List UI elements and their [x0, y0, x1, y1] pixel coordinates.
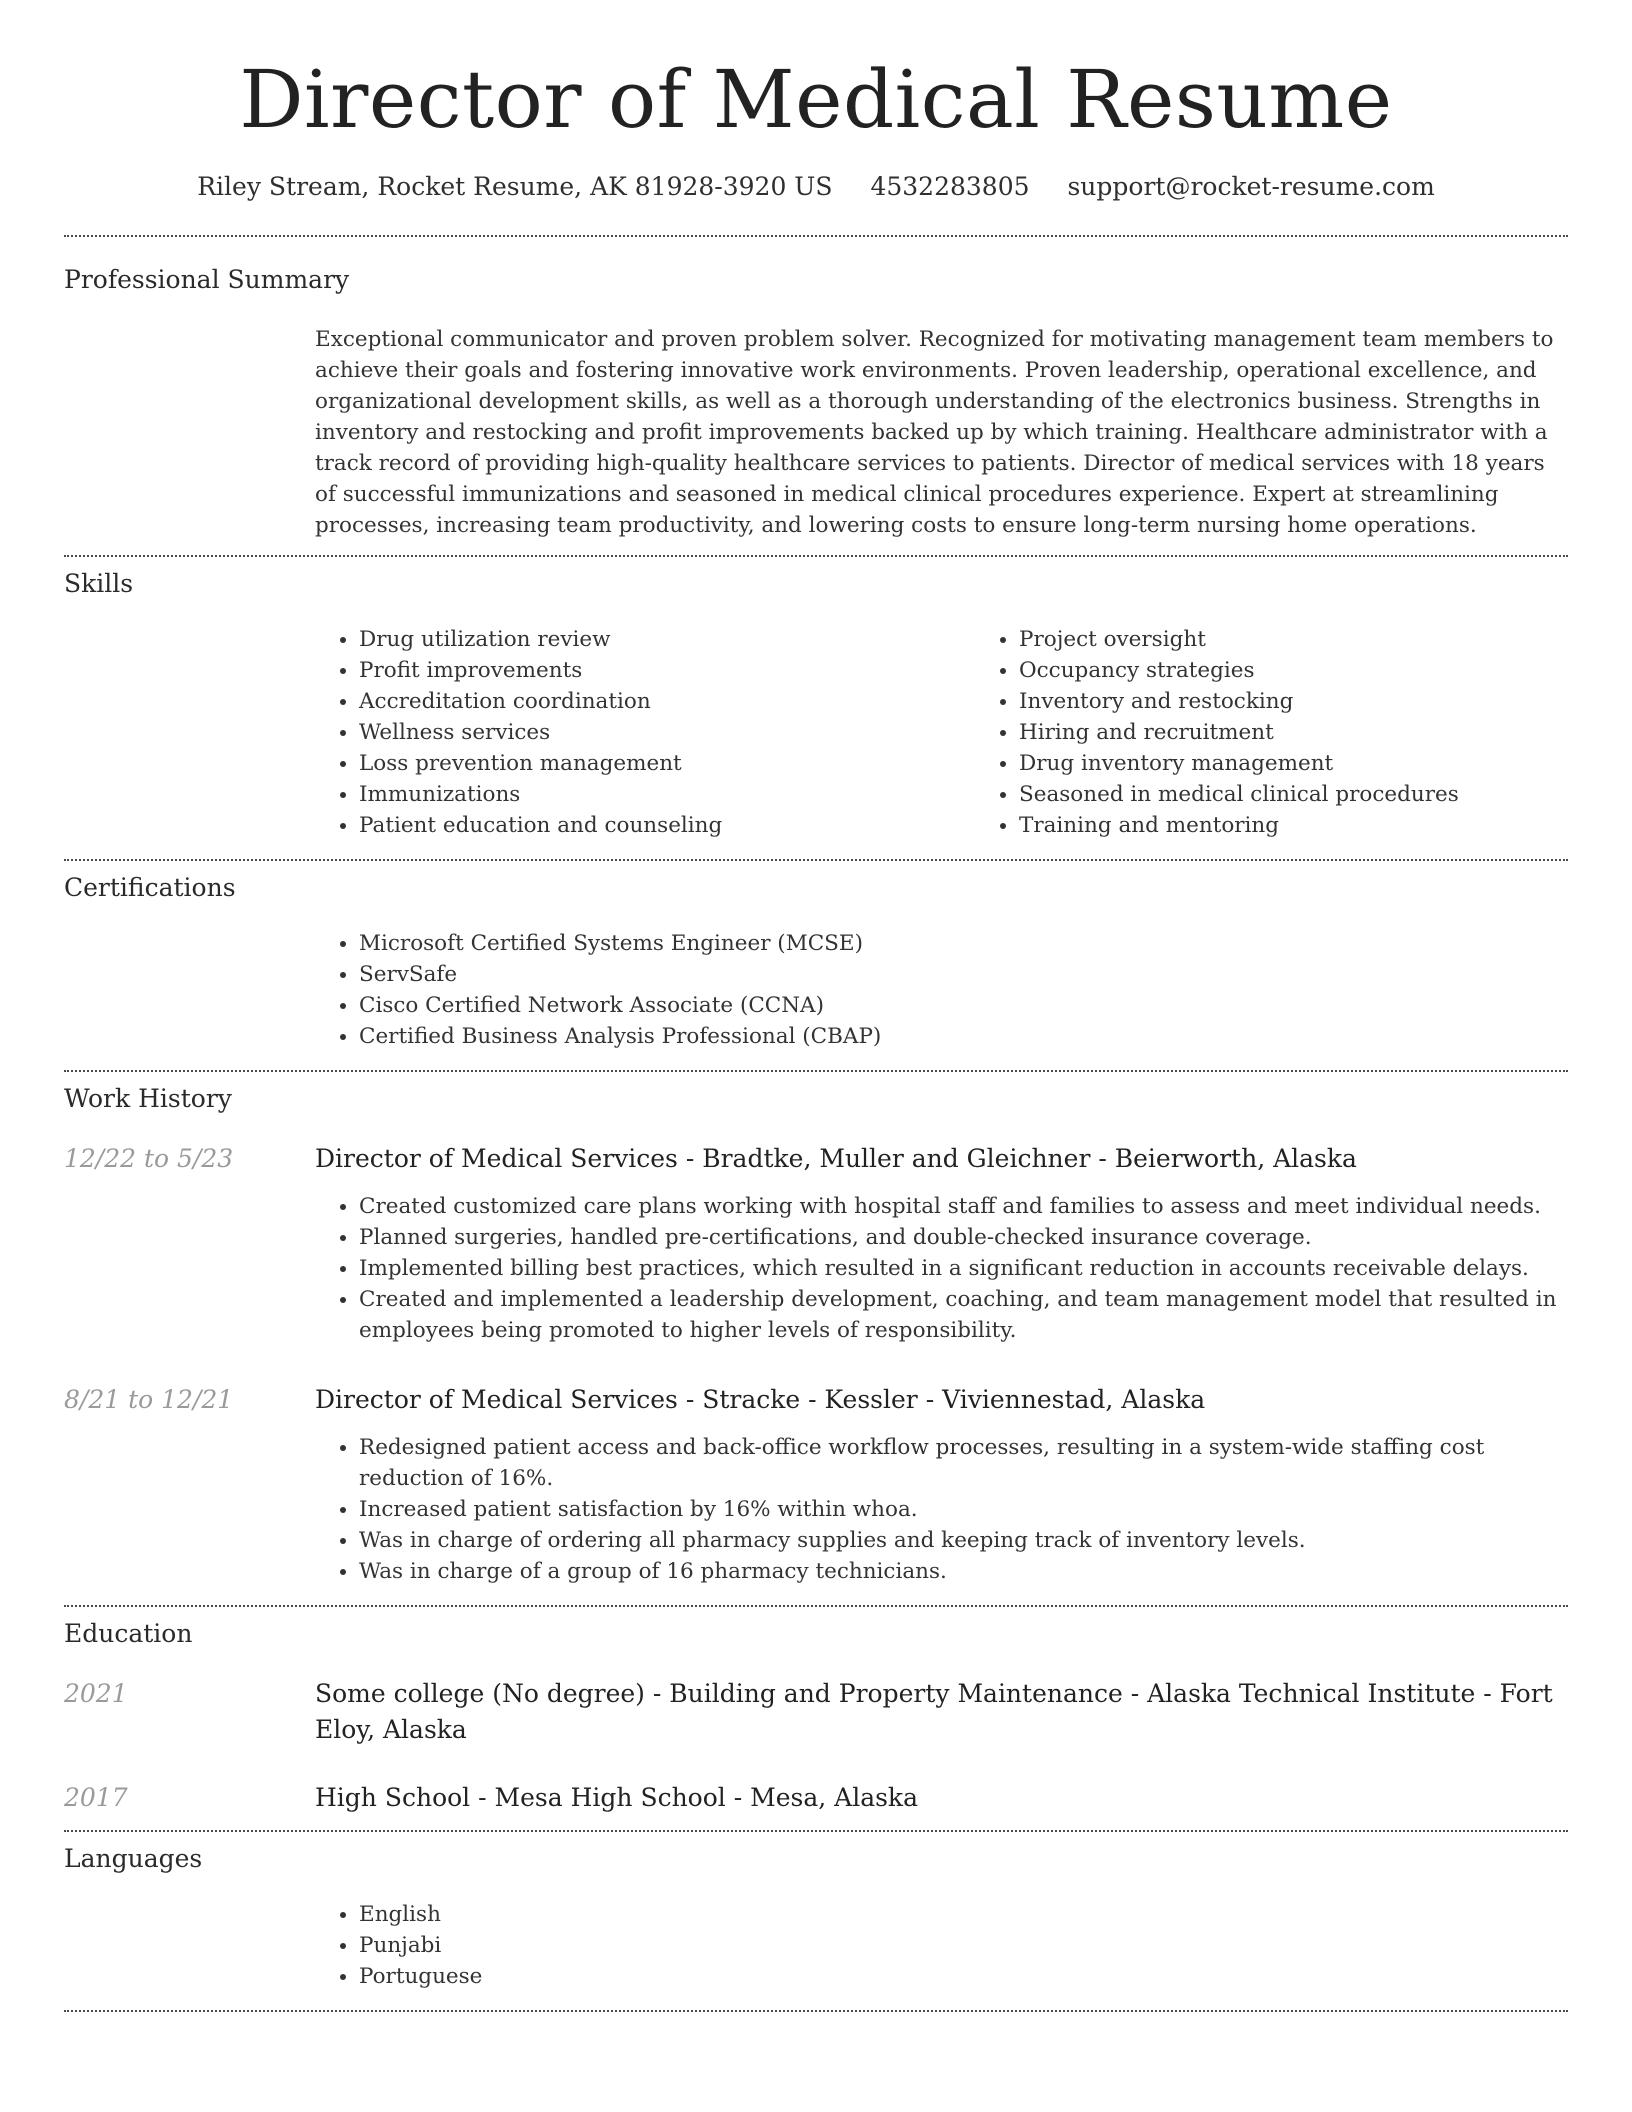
contact-line — [64, 172, 1568, 201]
education-title-line — [315, 1676, 1568, 1748]
job-bullet: • Implemented billing best practices, which resulted in a significant reduction in accounts receivable delays. — [359, 1253, 1568, 1284]
languages-heading: Languages — [64, 1844, 203, 1873]
skill-item: • Seasoned in medical clinical procedures — [1019, 779, 1632, 810]
skills-left-list — [315, 624, 975, 841]
languages-list — [315, 1899, 1568, 1992]
skill-item: • Patient education and counseling — [359, 810, 975, 841]
job-details: - Bradtke, Muller and Gleichner - Beierworth, Alaska — [677, 1144, 1357, 1173]
job-title-line — [315, 1382, 1568, 1418]
job-bullets-wrap — [315, 1432, 1568, 1587]
skill-item: • Hiring and recruitment — [1019, 717, 1632, 748]
certification-item: • Microsoft Certified Systems Engineer (MCSE) — [359, 928, 1568, 959]
certifications-list-wrap — [315, 928, 1568, 1052]
skills-columns — [315, 624, 1568, 841]
contact-phone: 4532283805 — [870, 172, 1030, 201]
contact-email: support@rocket-resume.com — [1067, 172, 1435, 201]
skill-item: • Drug inventory management — [1019, 748, 1632, 779]
skill-item: • Immunizations — [359, 779, 975, 810]
skill-item: • Profit improvements — [359, 655, 975, 686]
skill-item: • Accreditation coordination — [359, 686, 975, 717]
work-section — [64, 1072, 1568, 1587]
job-bullet: • Increased patient satisfaction by 16% within whoa. — [359, 1494, 1568, 1525]
education-title-line — [315, 1780, 1568, 1816]
skills-right-list — [975, 624, 1632, 841]
job-bullet: • Was in charge of ordering all pharmacy supplies and keeping track of inventory levels. — [359, 1525, 1568, 1556]
education-year: 2021 — [64, 1679, 128, 1708]
skill-item: • Training and mentoring — [1019, 810, 1632, 841]
job-dates: 12/22 to 5/23 — [64, 1144, 234, 1173]
job-bullet: • Redesigned patient access and back-office workflow processes, resulting in a system-wide staffing cost reduction of 16%. — [359, 1432, 1568, 1494]
education-heading: Education — [64, 1619, 193, 1648]
education-row — [64, 1676, 1568, 1748]
job-details: - Stracke - Kessler - Viviennestad, Alaska — [677, 1385, 1206, 1414]
certifications-section — [64, 861, 1568, 1052]
job-dates: 8/21 to 12/21 — [64, 1385, 234, 1414]
job-entry — [64, 1141, 1568, 1346]
education-section — [64, 1607, 1568, 1816]
education-year: 2017 — [64, 1783, 128, 1812]
divider — [64, 2010, 1568, 2012]
education-entry — [64, 1780, 1568, 1816]
job-role: Director of Medical Services — [315, 1144, 678, 1173]
job-bullets — [315, 1432, 1568, 1587]
contact-address: Riley Stream, Rocket Resume, AK 81928-3920 US — [197, 172, 833, 201]
language-item: • English — [359, 1899, 1568, 1930]
language-item: • Portuguese — [359, 1961, 1568, 1992]
summary-text: Exceptional communicator and proven problem solver. Recognized for motivating management team members to achieve their goals and fostering innovative work environments. Proven leadership, operational excellence, and organizational development skills, as well as a thorough understanding of the electronics business. Strengths in inventory and restocking and profit improvements backed up by which training. Healthcare administrator with a track record of providing high-quality healthcare services to patients. Director of medical services with 18 years of successful immunizations and seasoned in medical clinical procedures experience. Expert at streamlining processes, increasing team productivity, and lowering costs to ensure long-term nursing home operations. — [315, 327, 1554, 538]
languages-section — [64, 1832, 1568, 1992]
skill-item: • Loss prevention management — [359, 748, 975, 779]
skill-item: • Wellness services — [359, 717, 975, 748]
languages-list-wrap — [315, 1899, 1568, 1992]
education-row — [64, 1780, 1568, 1816]
education-entry — [64, 1676, 1568, 1748]
job-bullets — [315, 1191, 1568, 1346]
job-header — [64, 1382, 1568, 1418]
job-header — [64, 1141, 1568, 1177]
education-degree: Some college (No degree) — [315, 1679, 645, 1708]
education-degree: High School — [315, 1783, 471, 1812]
skill-item: • Inventory and restocking — [1019, 686, 1632, 717]
certifications-list — [315, 928, 1568, 1052]
skills-section — [64, 557, 1568, 841]
job-bullet: • Created and implemented a leadership development, coaching, and team management model that resulted in employees being promoted to higher levels of responsibility. — [359, 1284, 1568, 1346]
skill-item: • Occupancy strategies — [1019, 655, 1632, 686]
job-bullets-wrap — [315, 1191, 1568, 1346]
job-bullet: • Planned surgeries, handled pre-certifications, and double-checked insurance coverage. — [359, 1222, 1568, 1253]
certification-item: • Certified Business Analysis Professional (CBAP) — [359, 1021, 1568, 1052]
education-details: - Building and Property Maintenance - Alaska Technical Institute - Fort Eloy, Alaska — [315, 1679, 1553, 1744]
skill-item: • Project oversight — [1019, 624, 1632, 655]
job-bullet: • Created customized care plans working with hospital staff and families to assess and meet individual needs. — [359, 1191, 1568, 1222]
certification-item: • ServSafe — [359, 959, 1568, 990]
summary-section — [64, 237, 1568, 541]
skills-heading: Skills — [64, 569, 134, 598]
job-role: Director of Medical Services — [315, 1385, 678, 1414]
education-details: - Mesa High School - Mesa, Alaska — [470, 1783, 918, 1812]
summary-heading: Professional Summary — [64, 265, 350, 294]
job-title-line — [315, 1141, 1568, 1177]
work-heading: Work History — [64, 1084, 232, 1113]
resume-title: Director of Medical Resume — [239, 53, 1393, 146]
skill-item: • Drug utilization review — [359, 624, 975, 655]
certification-item: • Cisco Certified Network Associate (CCNA) — [359, 990, 1568, 1021]
language-item: • Punjabi — [359, 1930, 1568, 1961]
job-entry — [64, 1382, 1568, 1587]
job-bullet: • Was in charge of a group of 16 pharmacy technicians. — [359, 1556, 1568, 1587]
certifications-heading: Certifications — [64, 873, 236, 902]
